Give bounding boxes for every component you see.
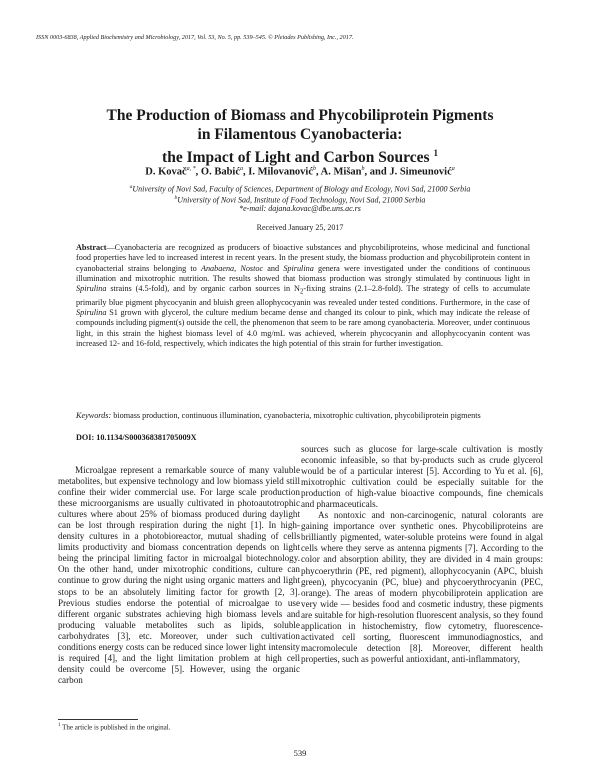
author-list: D. Kovač$^{a, *}$, O. Babić$^a$, I. Milovanović$^b$, A. Mišan$^b$, and J. Simeunović$^a$ xyxy=(145,166,455,178)
keywords-label: Keywords: xyxy=(76,411,112,420)
body-right-column xyxy=(301,444,543,665)
affiliation-b: $^b$University of Novi Sad, Institute of Food Technology, Novi Sad, 21000 Serbia xyxy=(174,195,426,205)
received-date: Received January 25, 2017 xyxy=(256,223,344,232)
footnote: $^1$ The article is published in the original. xyxy=(58,723,171,732)
email: *e-mail: dajana.kovac@dbe.uns.ac.rs xyxy=(239,204,361,213)
journal-header: ISSN 0003-6838, Applied Biochemistry and Microbiology, 2017, Vol. 53, No. 5, pp. 539–545. © Pleiades Publishing, Inc., 2017. xyxy=(36,34,354,41)
paragraph: sources such as glucose for large-scale cultivation is mostly economic infeasible, so that by-products such as crude glycerol would be of a particular interest [5]. According to Yu et al. [6], mixotrophic cultivation could be especially suitable for the production of high-value bioactive compounds, fine chemicals and pharmaceuticals. xyxy=(301,444,543,510)
author: J. Simeunović xyxy=(389,166,452,178)
affiliation-a: $^a$University of Novi Sad, Faculty of Sciences, Department of Biology and Ecology, Novi Sad, 21000 Serbia xyxy=(129,184,471,194)
paragraph: As nontoxic and non-carcinogenic, natural colorants are gaining importance over synthetic ones. Phycobiliproteins are brilliantly pigmented, water-soluble proteins were found in algal cells where they serve as antenna pigments [7]. According to the color and absorption ability, they are divided in 4 main groups: phycoerythrin (PE, red pigment), allophycocyanin (APC, bluish green), phycocyanin (PC, blue) and phycoerythrocyanin (PEC, orange). The areas of modern phycobiliprotein application are very wide — besides food and cosmetic industry, these pigments are suitable for high-resolution fluorescent analysis, so they found application in histochemistry, flow cytometry, fluorescence-activated cell sorting, fluorescent immunodiagnostics, and macromolecule detection [8]. Moreover, different health properties, such as powerful antioxidant, anti-inflammatory, xyxy=(301,510,543,664)
page-number: 539 xyxy=(293,748,307,758)
footnote-rule xyxy=(58,719,138,720)
title-line-3: the Impact of Light and Carbon Sources $^1$ xyxy=(162,148,438,167)
title-line-2: in Filamentous Cyanobacteria: xyxy=(197,125,403,143)
keywords: Keywords: biomass production, continuous illumination, cyanobacteria, mixotrophic cultivation, phycobiliprotein pigments xyxy=(76,411,481,420)
title-line-1: The Production of Biomass and Phycobiliprotein Pigments xyxy=(106,107,494,124)
author: I. Milovanović xyxy=(248,166,313,178)
author: O. Babić xyxy=(200,166,240,178)
author: A. Mišan xyxy=(320,166,362,178)
abstract-label: Abstract xyxy=(76,243,107,252)
paragraph: Microalgae represent a remarkable source of many valuble metabolites, but expensive technology and low biomass yield still confine their wider commercial use. For large scale production these microorganisms are usually cultivated in photoautotrophic cultures where about 25% of biomass produced during daylight can be lost through respiration during the night [1]. In high-density cultures in a photobioreactor, mutual shading of cells limits productivity and biomass concentration depends on light being the principal limiting factor in microalgal biotechnology. On the other hand, under mixotrophic conditions, culture can continue to grow during the night using organic matters and light stops to be an absolutely limiting factor for growth [2, 3]. Previous studies endorse the potential of microalgae to use different organic substrates achieving high biomass levels and producing valuable metabolites such as lipids, soluble carbohydrates [3], etc. Moreover, under such cultivation conditions energy costs can be reduced since lower light intensity is required [4], and the light limitation problem at high cell density could be overcome [5]. However, using the organic carbon xyxy=(58,465,300,685)
title-footnote-mark: 1 xyxy=(433,148,438,158)
article-title xyxy=(40,107,560,168)
body-left-column xyxy=(58,465,300,686)
doi: DOI: 10.1134/S000368381705009X xyxy=(76,433,197,442)
author: D. Kovač xyxy=(145,166,187,178)
abstract: Abstract—Cyanobacteria are recognized as producers of bioactive substances and phycobiliproteins, whose medicinal and functional food properties have led to increased interest in recent years. In the present study, the biomass production and phycobiliprotein content in cyanobacterial strains belonging to Anabaena, Nostoc and Spirulina genera were investigated under the conditions of continuous illumination and mixotrophic nutrition. The results showed that biomass production was strongly stimulated by continuous light in Spirulina strains (4.5-fold), and by organic carbon sources in $N_2$-fixing strains (2.1–2.8-fold). The strategy of cells to accumulate primarily blue pigment phycocyanin and bluish green allophycocyanin was revealed under tested conditions. Furthermore, in the case of Spirulina S1 grown with glycerol, the culture medium became dense and changed its colour to pink, which may indicate the release of compounds including pigment(s) outside the cell, the phenomenon that seem to be rare among cyanobacteria. Moreover, under continuous light, in this strain the highest biomass level of 4.0 mg/mL was achieved, wherein phycocyanin and allophycocyanin content was increased 12- and 16-fold, respectively, which indicates the high potential of this strain for further investigation. xyxy=(76,243,531,348)
